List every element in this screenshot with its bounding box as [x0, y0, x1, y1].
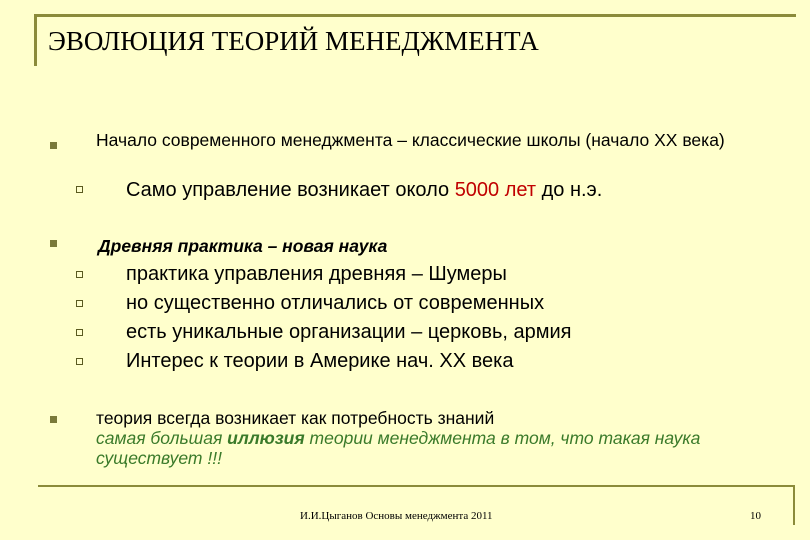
bullet-text: Начало современного менеджмента – классические школы (начало XX века) — [96, 130, 725, 150]
emphasis-word-illusion: иллюзия — [227, 428, 305, 448]
sub-bullet-text: но существенно отличались от современных — [126, 292, 545, 314]
footer-author: И.И.Цыганов Основы менеджмента 2011 — [300, 510, 493, 522]
emphasis-text-part: самая большая — [96, 428, 228, 448]
bullet-text-emphasis — [96, 428, 746, 468]
sub-bullet-square-icon — [76, 300, 83, 307]
sub-bullet-square-icon — [76, 358, 83, 365]
sub-bullet-square-icon — [76, 329, 83, 336]
bullet-text-line: теория всегда возникает как потребность знаний — [96, 408, 495, 428]
sub-bullet-text: Интерес к теории в Америке нач. XX века — [126, 350, 514, 372]
sub-bullet-text-part: до н.э. — [536, 179, 603, 201]
sub-bullet-text — [126, 178, 602, 202]
footer-rule-horizontal — [38, 485, 794, 487]
sub-bullet-square-icon — [76, 271, 83, 278]
sub-bullet-square-icon — [76, 186, 83, 193]
emphasis-text-part: теории менеджмента в том, что такая наука существует !!! — [96, 428, 701, 468]
bullet-square-icon — [50, 240, 57, 247]
slide-title: ЭВОЛЮЦИЯ ТЕОРИЙ МЕНЕДЖМЕНТА — [48, 26, 539, 56]
bullet-text: Древняя практика – новая наука — [98, 236, 388, 256]
bullet-square-icon — [50, 416, 57, 423]
title-rule-vertical — [34, 14, 37, 66]
title-rule-horizontal — [34, 14, 796, 17]
sub-bullet-text: практика управления древняя – Шумеры — [126, 263, 507, 285]
page-number: 10 — [750, 510, 761, 522]
sub-bullet-text: есть уникальные организации – церковь, армия — [126, 321, 572, 343]
bullet-text — [96, 408, 786, 468]
sub-bullet-text-part: Само управление возникает около — [126, 179, 455, 201]
footer-rule-vertical — [793, 485, 795, 525]
highlight-years: 5000 лет — [454, 179, 537, 201]
bullet-square-icon — [50, 142, 57, 149]
